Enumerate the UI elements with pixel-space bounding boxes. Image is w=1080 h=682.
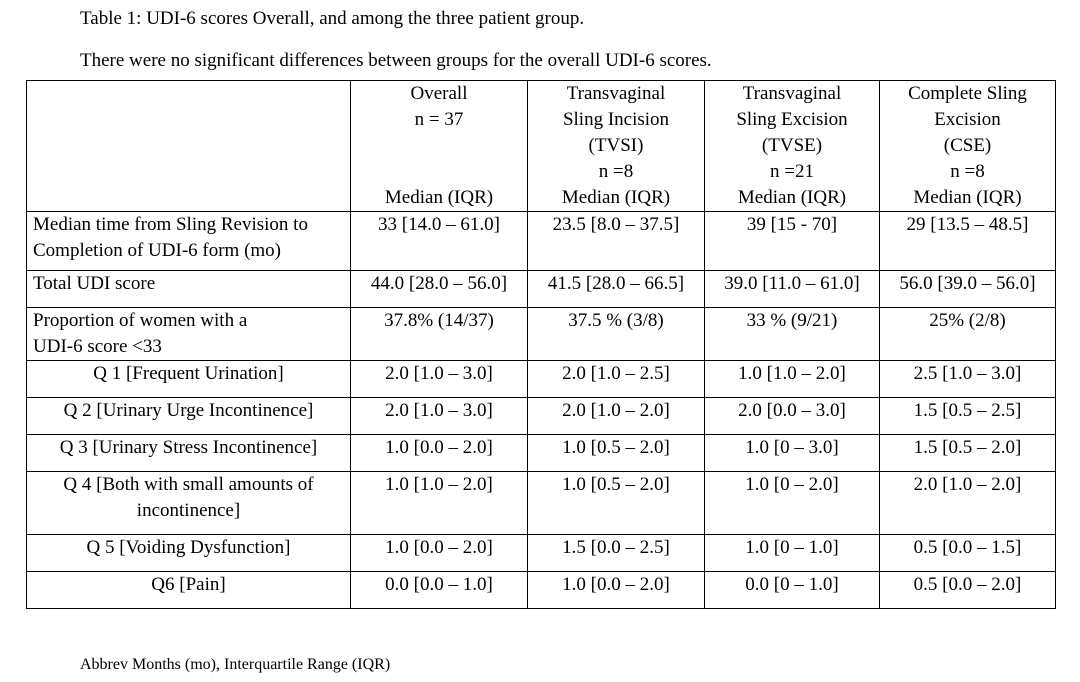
udi-scores-table (26, 80, 1056, 609)
cell-overall: 1.0 [0.0 – 2.0] (351, 435, 528, 472)
header-line (357, 133, 521, 159)
cell-tvsi: 23.5 [8.0 – 37.5] (528, 212, 705, 271)
header-line: (TVSE) (761, 135, 823, 156)
cell-cse: 1.5 [0.5 – 2.0] (880, 435, 1056, 472)
cell-tvsi: 1.0 [0.5 – 2.0] (528, 472, 705, 535)
cell-tvsi: 41.5 [28.0 – 66.5] (528, 271, 705, 308)
row-label: Proportion of women with a UDI-6 score <33 (27, 308, 351, 361)
table-row (27, 472, 1056, 535)
cell-cse: 2.5 [1.0 – 3.0] (880, 361, 1056, 398)
header-line: Excision (934, 109, 1001, 130)
header-line: Median (IQR) (737, 187, 847, 208)
row-label: Q 1 [Frequent Urination] (27, 361, 351, 398)
header-cse (880, 81, 1056, 212)
header-line: (TVSI) (588, 135, 644, 156)
table-row (27, 535, 1056, 572)
header-line: Transvaginal (566, 83, 666, 104)
cell-overall: 0.0 [0.0 – 1.0] (351, 572, 528, 609)
header-line: Median (IQR) (384, 187, 494, 208)
header-tvsi (528, 81, 705, 212)
row-label: Q6 [Pain] (27, 572, 351, 609)
cell-tvse: 39.0 [11.0 – 61.0] (705, 271, 880, 308)
cell-overall: 2.0 [1.0 – 3.0] (351, 361, 528, 398)
table-row (27, 572, 1056, 609)
row-label: Q 4 [Both with small amounts of incontinence] (27, 472, 351, 535)
cell-tvse: 1.0 [0 – 1.0] (705, 535, 880, 572)
header-line: n =21 (770, 161, 814, 182)
cell-overall: 1.0 [1.0 – 2.0] (351, 472, 528, 535)
row-label: Total UDI score (27, 271, 351, 308)
cell-tvsi: 1.5 [0.0 – 2.5] (528, 535, 705, 572)
row-label: Q 2 [Urinary Urge Incontinence] (27, 398, 351, 435)
header-line: Transvaginal (742, 83, 842, 104)
row-label: Q 3 [Urinary Stress Incontinence] (27, 435, 351, 472)
cell-tvse: 0.0 [0 – 1.0] (705, 572, 880, 609)
header-line: Median (IQR) (913, 187, 1022, 208)
cell-tvse: 1.0 [0 – 2.0] (705, 472, 880, 535)
header-empty-cell (27, 81, 351, 212)
cell-tvse: 39 [15 - 70] (705, 212, 880, 271)
header-line: n =8 (950, 161, 985, 182)
table-row (27, 308, 1056, 361)
cell-cse: 2.0 [1.0 – 2.0] (880, 472, 1056, 535)
cell-tvse: 1.0 [1.0 – 2.0] (705, 361, 880, 398)
cell-tvse: 1.0 [0 – 3.0] (705, 435, 880, 472)
cell-overall: 44.0 [28.0 – 56.0] (351, 271, 528, 308)
cell-cse: 0.5 [0.0 – 2.0] (880, 572, 1056, 609)
header-overall (351, 81, 528, 212)
header-line: Complete Sling (908, 83, 1027, 104)
table-caption-note: There were no significant differences between groups for the overall UDI-6 scores. (80, 50, 712, 71)
cell-overall: 1.0 [0.0 – 2.0] (351, 535, 528, 572)
cell-cse: 0.5 [0.0 – 1.5] (880, 535, 1056, 572)
cell-cse: 1.5 [0.5 – 2.5] (880, 398, 1056, 435)
cell-tvse: 2.0 [0.0 – 3.0] (705, 398, 880, 435)
table-row (27, 435, 1056, 472)
cell-cse: 56.0 [39.0 – 56.0] (880, 271, 1056, 308)
header-line: Overall (410, 83, 468, 104)
header-line: n = 37 (414, 109, 464, 130)
cell-tvsi: 1.0 [0.0 – 2.0] (528, 572, 705, 609)
row-label: Median time from Sling Revision to Completion of UDI-6 form (mo) (27, 212, 351, 271)
cell-cse: 25% (2/8) (880, 308, 1056, 361)
header-line: Median (IQR) (561, 187, 671, 208)
cell-overall: 33 [14.0 – 61.0] (351, 212, 528, 271)
row-label: Q 5 [Voiding Dysfunction] (27, 535, 351, 572)
table-row (27, 212, 1056, 271)
cell-tvsi: 37.5 % (3/8) (528, 308, 705, 361)
table-caption-title: Table 1: UDI-6 scores Overall, and among the three patient group. (80, 8, 585, 29)
header-line: (CSE) (943, 135, 992, 156)
header-line: Sling Excision (736, 109, 848, 130)
cell-tvsi: 1.0 [0.5 – 2.0] (528, 435, 705, 472)
table-row (27, 271, 1056, 308)
cell-overall: 2.0 [1.0 – 3.0] (351, 398, 528, 435)
cell-cse: 29 [13.5 – 48.5] (880, 212, 1056, 271)
cell-tvsi: 2.0 [1.0 – 2.0] (528, 398, 705, 435)
header-line: Sling Incision (562, 109, 670, 130)
table-footnote: Abbrev Months (mo), Interquartile Range (IQR) (80, 656, 391, 673)
table-header-row (27, 81, 1056, 212)
cell-overall: 37.8% (14/37) (351, 308, 528, 361)
table-row (27, 361, 1056, 398)
header-tvse (705, 81, 880, 212)
header-line: n =8 (598, 161, 634, 182)
header-line (357, 159, 521, 185)
cell-tvsi: 2.0 [1.0 – 2.5] (528, 361, 705, 398)
cell-tvse: 33 % (9/21) (705, 308, 880, 361)
table-row (27, 398, 1056, 435)
